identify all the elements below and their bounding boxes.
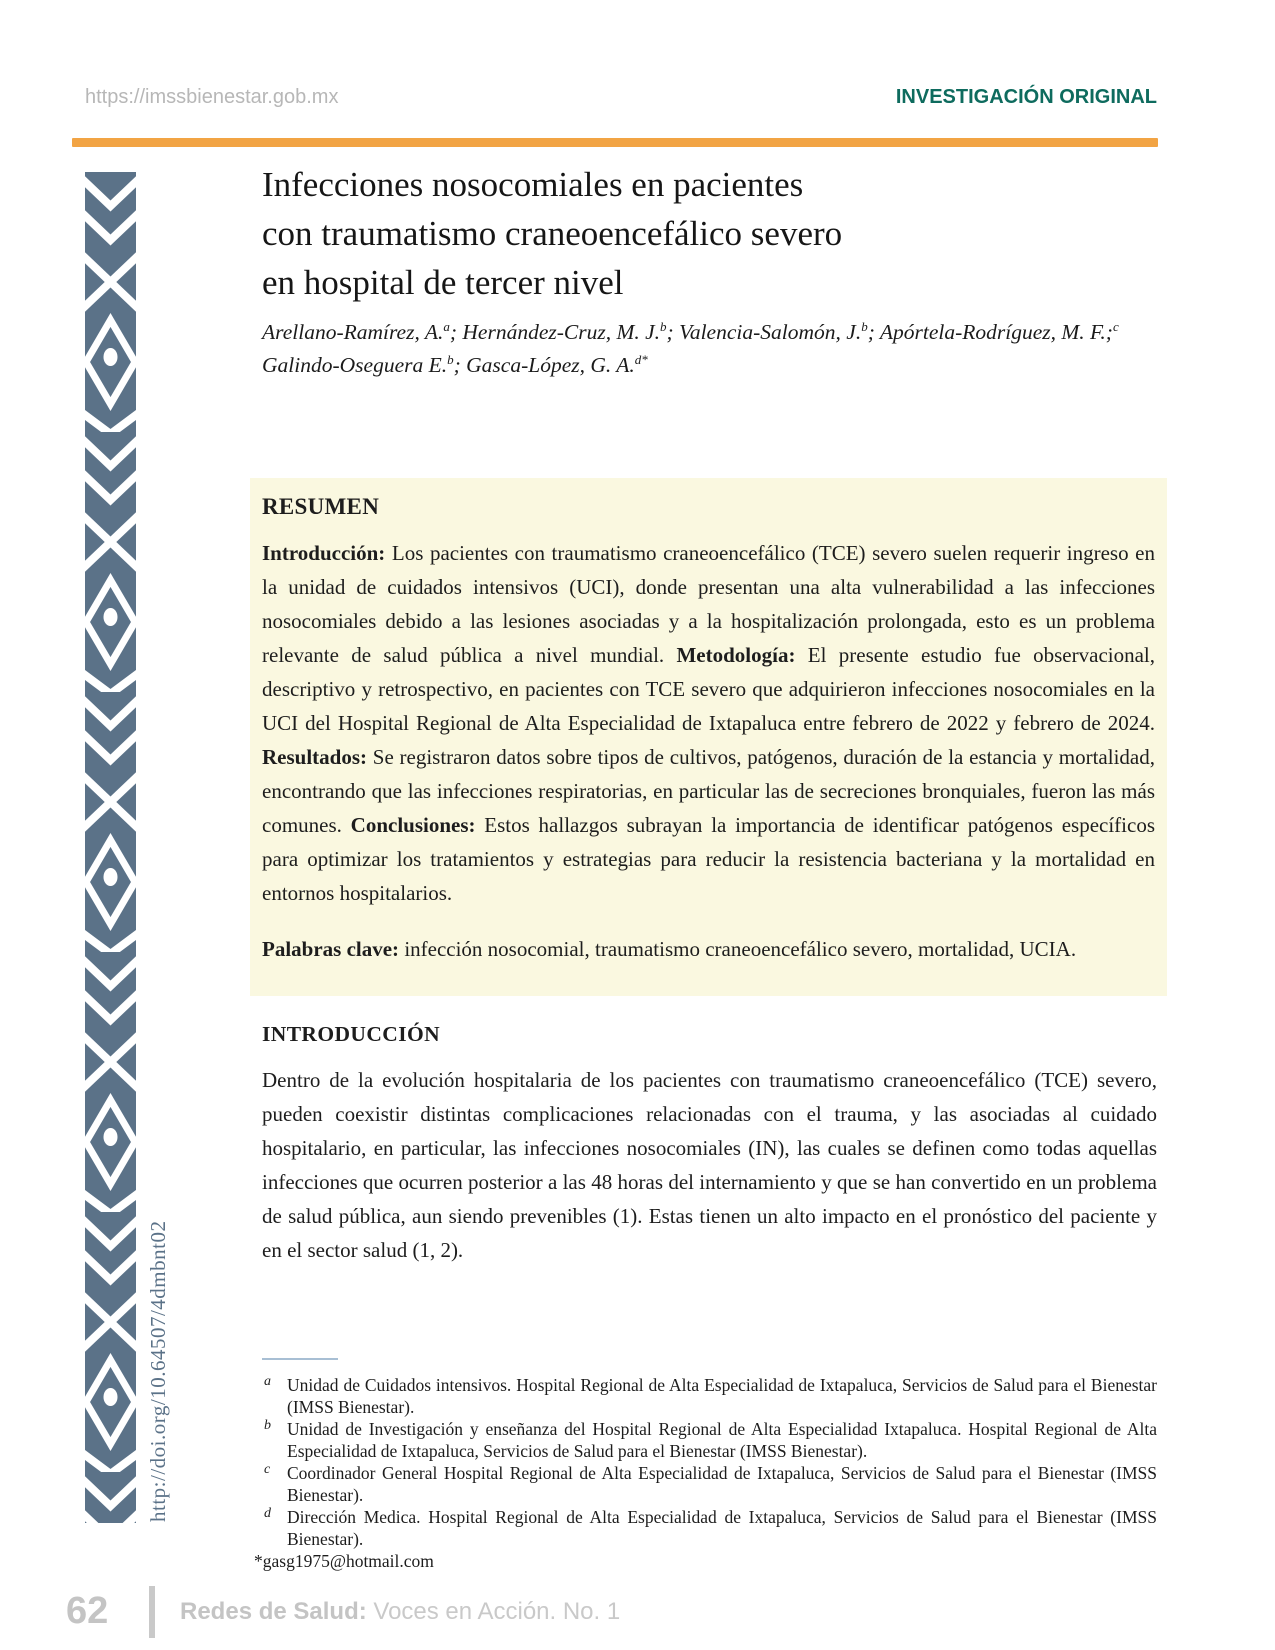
header-orange-rule [72, 138, 1158, 147]
article-title-line: con traumatismo craneoencefálico severo [262, 214, 843, 253]
abstract-box [250, 478, 1167, 996]
article-title-line: en hospital de tercer nivel [262, 263, 624, 302]
header-url: https://imssbienestar.gob.mx [85, 86, 339, 108]
authors-line: Arellano-Ramírez, A.$^a$; Hernández-Cruz, M. J.$^b$; Valencia-Salomón, J.$^b$; Apórtela-Rodríguez, M. F.;$^c$ Galindo-Oseguera E.$^b$; Gasca-López, G. A.$^{d*}$ [262, 318, 1119, 377]
footnote-divider [262, 1358, 338, 1360]
abstract-heading: RESUMEN [262, 494, 380, 519]
footnotes-section [254, 1358, 1157, 1572]
footnote-text: Coordinador General Hospital Regional de Alta Especialidad de Ixtapaluca, Servicios de Salud para el Bienestar (IMSS Bienestar). [287, 1463, 1157, 1505]
abstract-paragraph: Introducción: Los pacientes con traumatismo craneoencefálico (TCE) severo suelen requerir ingreso en la unidad de cuidados intensivos (UCI), donde presentan una alta vulnerabilidad a las infecciones nosocomiales debido a las lesiones asociadas y a la hospitalización prolongada, esto es un problema relevante de salud pública a nivel mundial. Metodología: El presente estudio fue observacional, descriptivo y retrospectivo, en pacientes con TCE severo que adquirieron infecciones nosocomiales en la UCI del Hospital Regional de Alta Especialidad de Ixtapaluca entre febrero de 2022 y febrero de 2024. Resultados: Se registraron datos sobre tipos de cultivos, patógenos, duración de la estancia y mortalidad, encontrando que las infecciones respiratorias, en particular las de secreciones bronquiales, fueron las más comunes. Conclusiones: Estos hallazgos subrayan la importancia de identificar patógenos específicos para optimizar los tratamientos y estrategias para reducir la resistencia bacteriana y la mortalidad en entornos hospitalarios. [262, 541, 1155, 905]
footnote-marker: d [264, 1506, 271, 1521]
journal-name-bold: Redes de Salud: [180, 1598, 367, 1625]
header-section-label: INVESTIGACIÓN ORIGINAL [895, 86, 1157, 108]
page-number: 62 [66, 1590, 109, 1632]
introduction-heading: INTRODUCCIÓN [262, 1022, 441, 1046]
journal-name-rest: Voces en Acción. No. 1 [366, 1598, 621, 1625]
footnote-text: Unidad de Cuidados intensivos. Hospital Regional de Alta Especialidad de Ixtapaluca, Servicios de Salud para el Bienestar (IMSS Bienestar). [287, 1375, 1157, 1417]
footnote-text: Unidad de Investigación y enseñanza del Hospital Regional de Alta Especialidad Ixtapaluca. Hospital Regional de Alta Especialidad de Ixtapaluca, Servicios de Salud para el Bienestar (IMSS Bienestar). [287, 1419, 1157, 1461]
corresponding-author-email: *gasg1975@hotmail.com [254, 1551, 434, 1571]
decorative-pattern-band [85, 172, 136, 1523]
journal-name [180, 1598, 620, 1626]
footnote [262, 1506, 1157, 1550]
footnote [262, 1374, 1157, 1418]
footer-divider-bar [149, 1586, 155, 1638]
doi-link: http://doi.org/10.64507/4dmbnt02 [146, 1220, 170, 1522]
introduction-section [262, 1022, 1157, 1267]
article-title-line: Infecciones nosocomiales en pacientes [262, 165, 804, 204]
keywords-paragraph: Palabras clave: infección nosocomial, traumatismo craneoencefálico severo, mortalidad, UCIA. [262, 937, 1077, 961]
article-title [262, 160, 1182, 307]
footnote-text: Dirección Medica. Hospital Regional de Alta Especialidad de Ixtapaluca, Servicios de Salud para el Bienestar (IMSS Bienestar). [287, 1507, 1157, 1549]
footnote [262, 1462, 1157, 1506]
footnote-marker: a [264, 1374, 271, 1389]
footnote [262, 1418, 1157, 1462]
introduction-paragraph: Dentro de la evolución hospitalaria de los pacientes con traumatismo craneoencefálico (TCE) severo, pueden coexistir distintas complicaciones relacionadas con el trauma, y las asociadas al cuidado hospitalario, en particular, las infecciones nosocomiales (IN), las cuales se definen como todas aquellas infecciones que ocurren posterior a las 48 horas del internamiento y que se han convertido en un problema de salud pública, aun siendo prevenibles (1). Estas tienen un alto impacto en el pronóstico del paciente y en el sector salud (1, 2). [262, 1068, 1157, 1262]
footnote-marker: c [264, 1462, 271, 1477]
footnote-marker: b [264, 1418, 271, 1433]
